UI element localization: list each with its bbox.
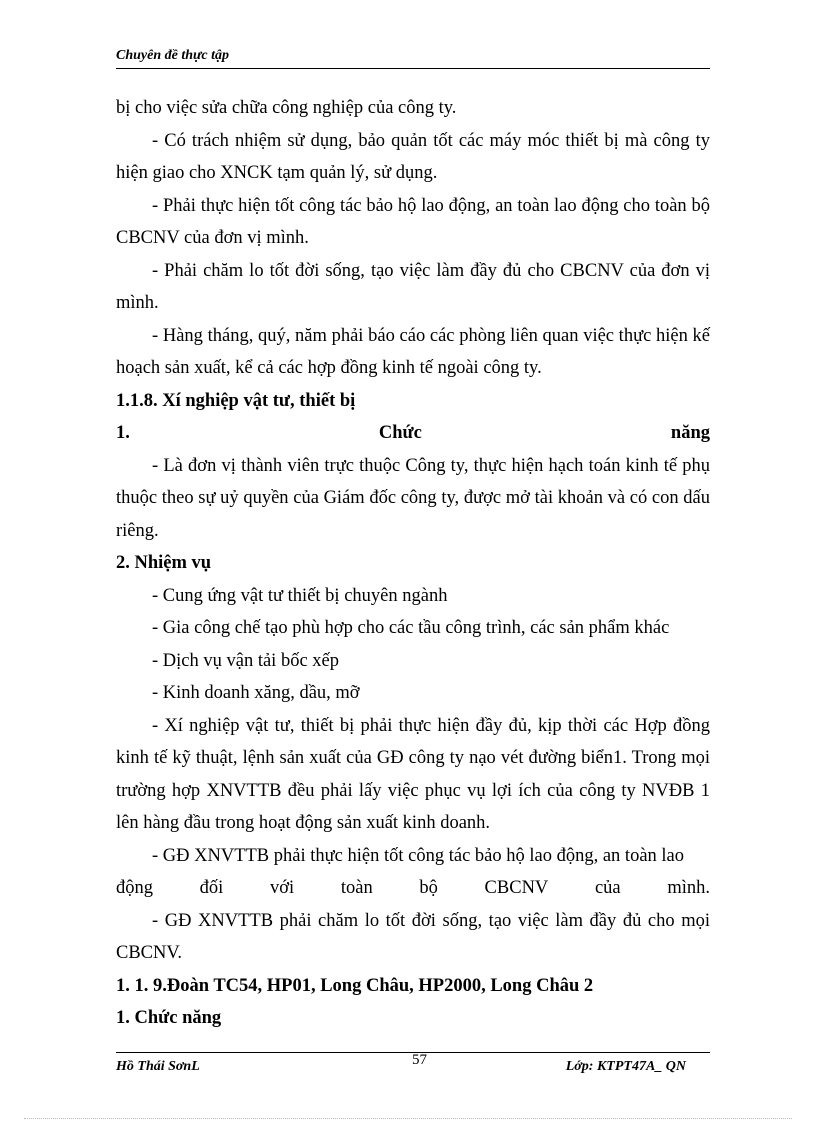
paragraph-line — [116, 872, 710, 905]
word: CBCNV — [484, 878, 549, 898]
subsection-heading: 1. Chức năng — [116, 1008, 222, 1028]
word: động — [116, 878, 153, 898]
subsection-heading — [116, 417, 710, 450]
word: với — [269, 878, 295, 898]
header-title: Chuyên đề thực tập — [116, 48, 230, 63]
page-header — [116, 48, 710, 69]
word: bộ — [419, 878, 438, 898]
list-item: - Cung ứng vật tư thiết bị chuyên ngành — [152, 585, 448, 606]
paragraph: - Hàng tháng, quý, năm phải báo cáo các phòng liên quan việc thực hiện kế hoạch sản xuất, kể cả các hợp đồng kinh tế ngoài công ty. — [116, 325, 710, 378]
paragraph: - Là đơn vị thành viên trực thuộc Công ty, thực hiện hạch toán kinh tế phụ thuộc theo sự uỷ quyền của Giám đốc công ty, được mở tài khoản và có con dấu riêng. — [116, 455, 710, 541]
footer-class: Lớp: KTPT47A_ QN — [565, 1059, 686, 1074]
word: đối — [199, 878, 224, 898]
paragraph: - GĐ XNVTTB phải thực hiện tốt công tác bảo hộ lao động, an toàn lao — [152, 845, 685, 866]
heading-word: Chức — [378, 423, 422, 443]
paragraph: bị cho việc sửa chữa công nghiệp của công ty. — [116, 98, 457, 118]
word: toàn — [340, 878, 373, 898]
paragraph: - Xí nghiệp vật tư, thiết bị phải thực hiện đầy đủ, kịp thời các Hợp đồng kinh tế kỹ thuật, lệnh sản xuất của GĐ công ty nạo vét đường biển1. Trong mọi trường hợp XNVTTB đều phải lấy việc phục vụ lợi ích của công ty NVĐB 1 lên hàng đầu trong hoạt động sản xuất kinh doanh. — [116, 715, 710, 833]
page-footer — [116, 1052, 710, 1083]
page-edge-divider — [24, 1118, 792, 1119]
footer-author: Hồ Thái SơnL — [116, 1059, 200, 1074]
section-heading: 1. 1. 9.Đoàn TC54, HP01, Long Châu, HP2000, Long Châu 2 — [116, 975, 594, 996]
list-item: - Dịch vụ vận tải bốc xếp — [152, 650, 339, 671]
paragraph: - GĐ XNVTTB phải chăm lo tốt đời sống, tạo việc làm đầy đủ cho mọi CBCNV. — [116, 910, 710, 963]
document-body — [116, 92, 710, 1035]
paragraph: - Phải thực hiện tốt công tác bảo hộ lao động, an toàn lao động cho toàn bộ CBCNV của đơn vị mình. — [116, 195, 710, 248]
paragraph: - Phải chăm lo tốt đời sống, tạo việc làm đầy đủ cho CBCNV của đơn vị mình. — [116, 260, 710, 313]
heading-word: năng — [670, 423, 710, 443]
paragraph: - Có trách nhiệm sử dụng, bảo quản tốt các máy móc thiết bị mà công ty hiện giao cho XNCK tạm quản lý, sử dụng. — [116, 130, 710, 183]
word: của — [594, 878, 621, 898]
list-item: - Gia công chế tạo phù hợp cho các tầu công trình, các sản phẩm khác — [152, 618, 670, 638]
section-heading: 1.1.8. Xí nghiệp vật tư, thiết bị — [116, 390, 356, 411]
subsection-heading: 2. Nhiệm vụ — [116, 553, 212, 573]
page-number: 57 — [412, 1052, 427, 1068]
list-item: - Kinh doanh xăng, dầu, mỡ — [152, 683, 360, 703]
word: mình. — [667, 878, 710, 898]
heading-word: 1. — [116, 423, 130, 443]
